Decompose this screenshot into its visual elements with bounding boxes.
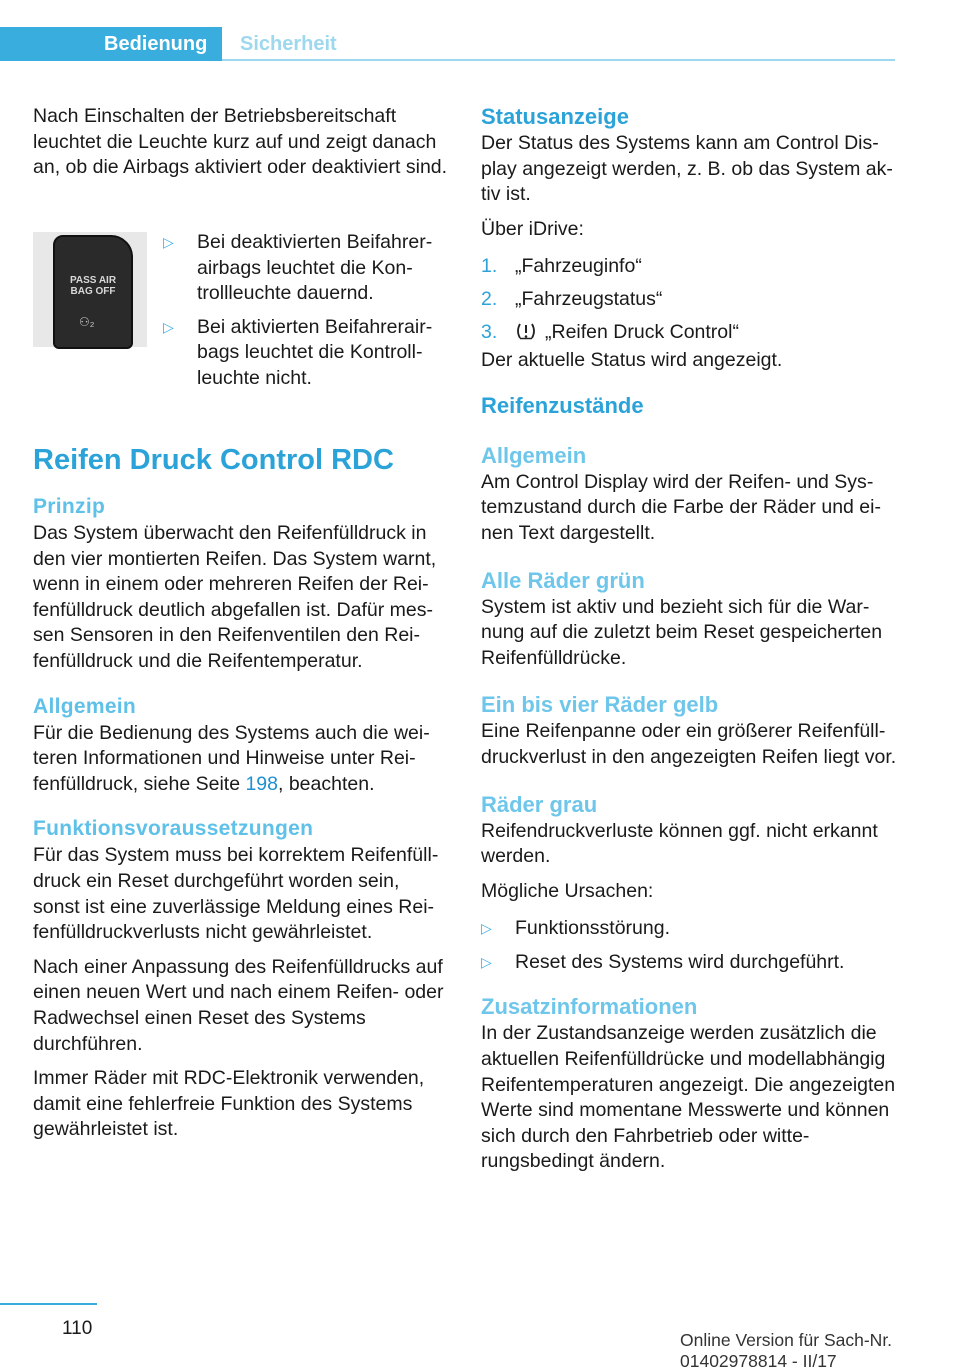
triangle-bullet-icon: ▷ <box>163 234 174 250</box>
subsection-title: Allgemein <box>481 442 587 468</box>
airbag-image-text: PASS AIR BAG OFF <box>69 275 117 297</box>
page-link[interactable]: 198 <box>245 772 278 795</box>
passenger-airbag-off-icon <box>53 235 133 349</box>
step-number: 1. <box>481 255 498 278</box>
zustand-allgemein-paragraph: Am Control Display wird der Reifen- und Systemzustand durch die Farbe der Räder und einen Text dargestellt. <box>481 470 881 544</box>
bullet-text: Bei deaktivierten Beifahrerairbags leuchtet die Kontrollleuchte dauernd. <box>197 231 433 305</box>
list-item <box>481 916 897 942</box>
left-column <box>33 104 451 190</box>
prinzip-paragraph: Das System überwacht den Reifenfülldruck in den vier montierten Reifen. Das System warnt, wenn in einem oder mehreren Reifen der Reifenfülldruck deutlich abgefallen ist. Dafür messen Sensoren in den Reifenventilen den Reifenfülldruck und die Reifentemperatur. <box>33 522 437 672</box>
zusatz-paragraph: In der Zustandsanzeige werden zusätzlich die aktuellen Reifenfülldrücke und modellabhängig Reifentemperaturen angezeigt. Die angezeigten Werte sind momentane Messwerte und können sich durch den Fahrbetrieb oder witterungsbedingt ändern. <box>481 1022 896 1173</box>
step-number: 3. <box>481 320 498 343</box>
status-paragraph: Der Status des Systems kann am Control Display angezeigt werden, z. B. ob das System aktiv ist. <box>481 132 893 206</box>
subsection-title: Räder grau <box>481 791 598 817</box>
tab-bedienung[interactable] <box>0 27 222 61</box>
funktion-paragraph-3: Immer Räder mit RDC-Elektronik verwenden, damit eine fehlerfreie Funktion des Systems gewährleistet ist. <box>33 1067 425 1141</box>
online-version-note: Online Version für Sach-Nr. 01402978814 - II/17 <box>680 1330 893 1371</box>
funktion-paragraph-1: Für das System muss bei korrektem Reifenfülldruck ein Reset durchgeführt worden sein, sonst ist eine zuverlässige Meldung eines Reifenfülldruckverlusts nicht gewährleistet. <box>33 844 439 944</box>
list-item <box>481 950 897 976</box>
idrive-label: Über iDrive: <box>481 217 584 240</box>
footer-divider <box>0 1303 97 1305</box>
triangle-bullet-icon: ▷ <box>481 920 492 937</box>
list-item <box>163 230 451 307</box>
list-item <box>481 287 897 313</box>
tab-sicherheit[interactable]: Sicherheit <box>240 33 337 55</box>
rdc-section <box>33 443 451 1152</box>
header-divider <box>222 59 895 61</box>
step-text: „Fahrzeugstatus“ <box>515 287 663 310</box>
list-item <box>481 320 897 346</box>
funktion-paragraph-2: Nach einer Anpassung des Reifenfülldrucks auf einen neuen Wert und nach einem Reifen- oder Radwechsel einen Reset des Systems durchführen. <box>33 955 444 1055</box>
right-column <box>481 103 897 1184</box>
airbag-indicator-image <box>33 232 147 347</box>
ursachen-label: Mögliche Ursachen: <box>481 879 654 902</box>
triangle-bullet-icon: ▷ <box>481 953 492 970</box>
subsection-title: Allgemein <box>33 694 137 718</box>
step-text: „Reifen Druck Control“ <box>545 320 739 343</box>
page-number: 110 <box>62 1318 93 1339</box>
allgemein-paragraph <box>33 721 451 798</box>
airbag-bullets <box>163 230 451 400</box>
subsection-title: Zusatzinformationen <box>481 994 698 1020</box>
allgemein-text: Für die Bedienung des Systems auch die weiteren Informationen und Hinweise unter Reifenfülldruck, siehe Seite <box>33 721 430 795</box>
bullet-text: Reset des Systems wird durchgeführt. <box>515 950 845 973</box>
step-text: „Fahrzeuginfo“ <box>515 255 642 278</box>
section-title: Statusanzeige <box>481 104 629 129</box>
gruen-paragraph: System ist aktiv und bezieht sich für die Warnung auf die zuletzt beim Reset gespeicherten Reifenfülldrücke. <box>481 595 883 669</box>
subsection-title: Alle Räder grün <box>481 567 645 593</box>
chapter-header <box>0 27 895 61</box>
allgemein-text-end: , beachten. <box>278 772 375 795</box>
status-result: Der aktuelle Status wird angezeigt. <box>481 349 783 372</box>
tab-bedienung-label: Bedienung <box>104 33 208 55</box>
list-item <box>163 315 451 392</box>
bullet-text: Funktionsstörung. <box>515 917 671 940</box>
section-title: Reifenzustände <box>481 392 644 418</box>
subsection-title: Prinzip <box>33 495 106 518</box>
intro-paragraph: Nach Einschalten der Betriebsbereitschaft leuchtet die Leuchte kurz auf und zeigt danach an, ob die Airbags aktiviert oder deaktiviert sind. <box>33 105 448 179</box>
bullet-text: Bei aktivierten Beifahrerairbags leuchtet die Kontrollleuchte nicht. <box>197 315 433 389</box>
step-number: 2. <box>481 287 498 310</box>
subsection-title: Funktionsvoraussetzungen <box>33 817 314 841</box>
gelb-paragraph: Eine Reifenpanne oder ein größerer Reifenfülldruckverlust in den angezeigten Reifen liegt vor. <box>481 720 897 768</box>
subsection-title: Ein bis vier Räder gelb <box>481 692 719 718</box>
grau-paragraph: Reifendruckverluste können ggf. nicht erkannt werden. <box>481 819 878 868</box>
section-title: Reifen Druck Control RDC <box>33 444 394 476</box>
seat-occupant-icon: ⚇₂ <box>79 315 95 329</box>
triangle-bullet-icon: ▷ <box>163 318 174 335</box>
list-item <box>481 254 897 280</box>
tire-pressure-warning-icon <box>515 322 537 340</box>
